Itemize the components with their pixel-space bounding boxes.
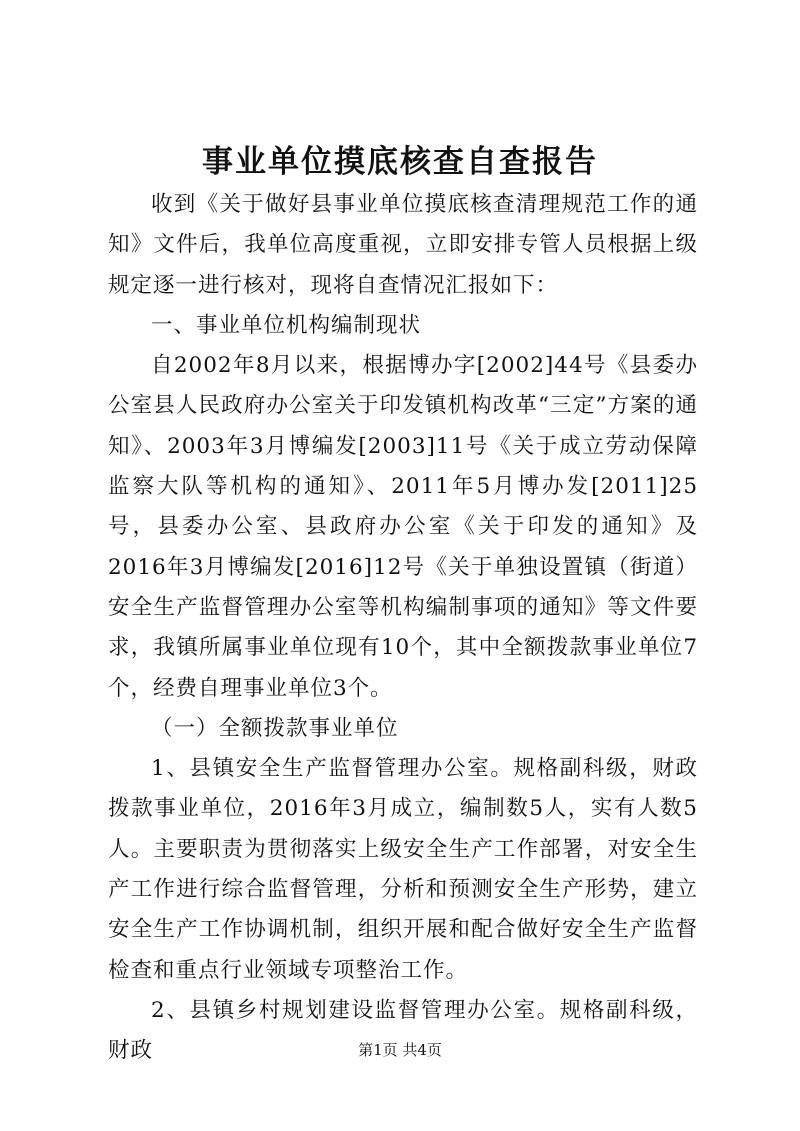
paragraph-item-2: 2、县镇乡村规划建设监督管理办公室。规格副科级，财政 (108, 997, 698, 1064)
paragraph-intro: 收到《关于做好县事业单位摸底核查清理规范工作的通知》文件后，我单位高度重视，立即安排专管人员根据上级规定逐一进行核对，现将自查情况汇报如下： (108, 192, 698, 298)
document-body (108, 185, 698, 1072)
subsection-heading-1: （一）全额拨款事业单位 (151, 715, 399, 741)
page-footer: 第1页 共4页 (358, 1041, 442, 1059)
paragraph-status: 自2002年8月以来，根据博办字[2002]44号《县委办公室县人民政府办公室关于印发镇机构改革“三定”方案的通知》、2003年3月博编发[2003]11号《关于成立劳动保障监察大队等机构的通知》、2011年5月博办发[2011]25号，县委办公室、县政府办公室《关于印发的通知》及2016年3月博编发[2016]12号《关于单独设置镇（街道）安全生产监督管理办公室等机构编制事项的通知》等文件要求，我镇所属事业单位现有10个，其中全额拨款事业单位7个，经费自理事业单位3个。 (108, 353, 698, 701)
document-title: 事业单位摸底核查自查报告 (202, 144, 598, 180)
paragraph-item-1: 1、县镇安全生产监督管理办公室。规格副科级，财政拨款事业单位，2016年3月成立，编制数5人，实有人数5人。主要职责为贯彻落实上级安全生产工作部署，对安全生产工作进行综合监督管理，分析和预测安全生产形势，建立安全生产工作协调机制，组织开展和配合做好安全生产监督检查和重点行业领域专项整治工作。 (108, 756, 698, 983)
section-heading-1: 一、事业单位机构编制现状 (151, 312, 422, 338)
